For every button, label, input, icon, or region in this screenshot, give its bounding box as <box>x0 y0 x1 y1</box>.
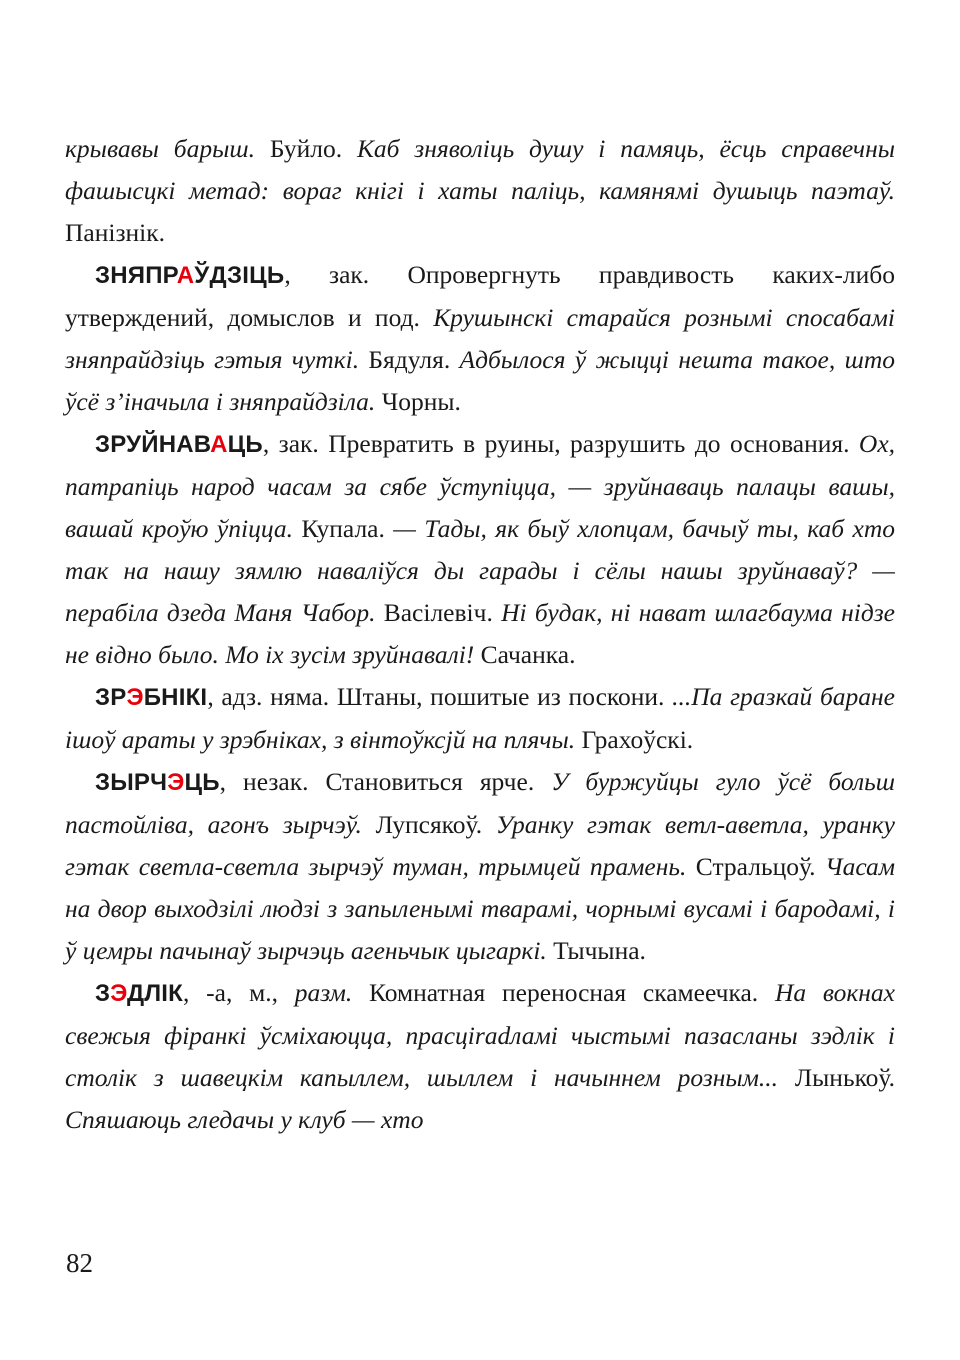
stressed-vowel: А <box>210 431 228 458</box>
headword-part: БНІКІ <box>143 684 208 711</box>
citation-author: Тычына. <box>546 936 646 965</box>
definition-text: Становиться ярче. <box>325 767 552 796</box>
grammar-label: зак. <box>278 429 329 458</box>
dictionary-entry <box>65 254 895 423</box>
headword <box>95 684 207 711</box>
citation-author: Панізнік. <box>65 218 166 247</box>
grammar-label: -а, м., <box>206 978 295 1007</box>
stressed-vowel: Э <box>167 769 185 796</box>
headword-part: ЗР <box>95 684 127 711</box>
citation-text: Уранку гэтак ветл-аветла, уранку гэтак светла-светла зырчэў туман, трымцей прамень. <box>65 810 895 881</box>
citation-text: — Тады, як быў хлопцам, бачыў ты, каб хто так на нашу зямлю наваліўся ды гарады і сёлы нашы зруйнаваў? — перабіла дзеда Маня Чабор. <box>65 514 895 627</box>
citation-text: ...Па гразкай баране ішоў араты у зрэбніках, з вінтоўксјй на плячы. <box>65 682 895 754</box>
headword-comma: , <box>262 429 279 458</box>
headword-comma: , <box>284 260 330 289</box>
citation-text: Крушынскі старайся рознымі спосабамі зняпрайдзіць гэтыя чуткі. <box>65 303 896 374</box>
citation-text: Ох, патрапіць народ часам за сябе ўступіцца, — зруйнаваць палацы вашы, вашай кроўю ўпіцца. <box>65 429 896 543</box>
headword-comma: , <box>183 978 207 1007</box>
headword-part: ЦЬ <box>227 431 263 458</box>
citation-text: На вокнах свежыя фіранкі ўсміхаюцца, прасціradламі чыстымі пазасланы зэдлік і столік з шавецкім капыллем, шыллем і начыннем розным... <box>65 978 895 1092</box>
definition-text: Комнатная переносная скамеечка. <box>368 978 775 1007</box>
headword-part: ЗНЯПР <box>95 262 177 289</box>
stressed-vowel: А <box>176 262 195 289</box>
headword-part: ЗРУЙНАВ <box>95 431 211 458</box>
headword-part: ЗЫРЧ <box>95 769 168 796</box>
headword-part: ЦЬ <box>184 769 220 796</box>
citation-text: Каб зняволіць душу і памяць, ёсць справечны фашысцкі метад: вораг кнігі і хаты паліць, камянямі душыць паэтаў. <box>65 134 895 205</box>
citation-text: крывавы барыш. <box>65 134 255 163</box>
grammar-label: незак. <box>243 767 326 796</box>
headword <box>95 262 284 289</box>
headword-part: ЎДЗІЦЬ <box>194 262 285 289</box>
headword-part: З <box>95 980 111 1007</box>
grammar-label: зак. <box>329 260 408 289</box>
definition-text: Опровергнуть правдивость каких-либо утверждений, домыслов и под. <box>65 260 896 332</box>
citation-author: Бядуля. <box>359 345 460 374</box>
citation-author: Лынькоў. <box>778 1063 895 1092</box>
citation-author: Стральцоў. <box>686 852 825 881</box>
definition-text: Штаны, пошитые из поскони. <box>336 682 673 711</box>
citation-text: Спяшаюць гледачы у клуб — хто <box>65 1105 424 1134</box>
dictionary-entry <box>65 761 895 972</box>
headword-part: ДЛІК <box>126 980 183 1007</box>
citation-text: У буржуйцы гуло ўсё больш пастойліва, агонъ зырчэў. <box>65 767 896 839</box>
text-column <box>65 128 895 1141</box>
dictionary-entry <box>65 972 895 1141</box>
dictionary-entry <box>65 676 895 761</box>
stressed-vowel: Э <box>110 980 127 1007</box>
citation-text: Ні будак, ні нават шлагбаума нідзе не відно было. Мо іх зусім зруйнавалі! <box>65 598 895 669</box>
headword <box>95 431 263 458</box>
citation-author: Лупсякоў. <box>361 810 496 839</box>
citation-author: Васілевіч. <box>375 598 502 627</box>
grammar-label-italic: разм. <box>294 978 369 1007</box>
continued-entry <box>65 128 895 254</box>
headword-comma: , <box>207 682 222 711</box>
stressed-vowel: Э <box>126 684 144 711</box>
headword-comma: , <box>219 767 244 796</box>
citation-author: Сачанка. <box>474 640 576 669</box>
citation-author: Купала. <box>293 514 394 543</box>
headword <box>95 980 183 1007</box>
dictionary-entry <box>65 423 895 676</box>
citation-author: Буйло. <box>255 134 357 163</box>
citation-author: Грахоўскі. <box>575 725 694 754</box>
grammar-label: адз. няма. <box>221 682 337 711</box>
definition-text: Превратить в руины, разрушить до основания. <box>328 429 859 458</box>
page-number: 82 <box>66 1248 93 1278</box>
citation-text: Адбылося ў жыцці нешта такое, што ўсё з’іначыла і зняпрайдзіла. <box>65 345 895 416</box>
citation-text: Часам на двор выходзілі людзі з запыленымі тварамі, чорнымі вусамі і бародамі, і ў цемры пачынаў зырчэць агеньчык цыгаркі. <box>65 852 896 965</box>
headword <box>95 769 220 796</box>
citation-author: Чорны. <box>375 387 461 416</box>
